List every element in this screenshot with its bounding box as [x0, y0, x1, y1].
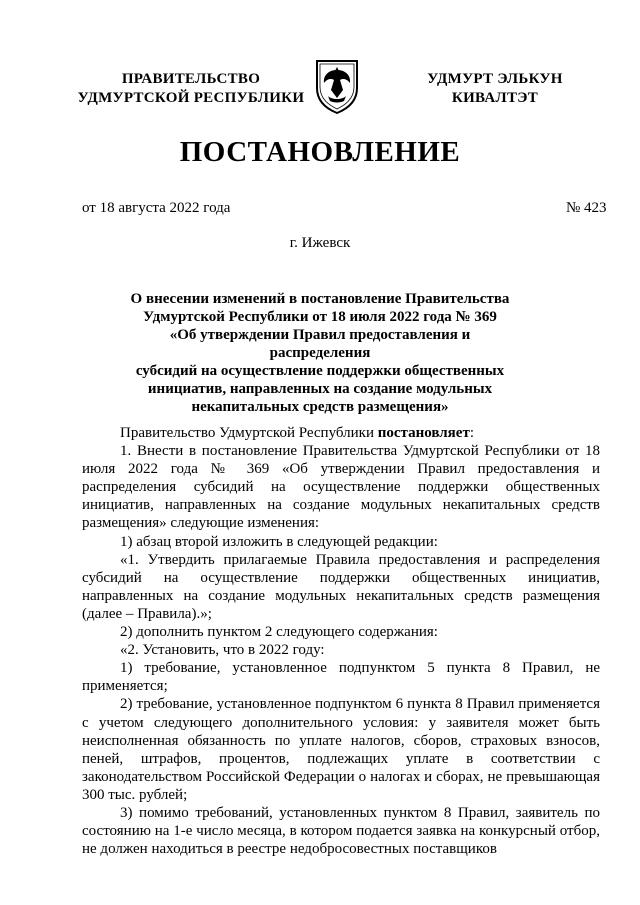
- header-right-line2: КИВАЛТЭТ: [451, 90, 539, 106]
- document-date: от 18 августа 2022 года: [82, 200, 231, 216]
- header-left-line2: УДМУРТСКОЙ РЕСПУБЛИКИ: [77, 90, 305, 106]
- body-paragraph: 2) дополнить пунктом 2 следующего содержания:: [120, 624, 438, 641]
- subject-line: Удмуртской Республики от 18 июля 2022 года № 369: [143, 309, 497, 325]
- body-paragraph: 2) требование, установленное подпунктом 6 пункта 8 Правил применяется с учетом следующего дополнительного условия: у заявителя может быть неисполненная обязанность по уплате налогов, сборов, страховых взносов, пеней, штрафов, процентов, подлежащих уплате в соответствии с законодательством Российской Федерации о налогах и сборах, не превышающая 300 тыс. рублей;: [82, 696, 600, 803]
- body-paragraph: 3) помимо требований, установленных пунктом 8 Правил, заявитель по состоянию на 1-е число месяца, в котором подается заявка на конкурсный отбор, не должен находиться в реестре недобросовестных поставщиков: [82, 804, 600, 858]
- intro-suffix: :: [469, 425, 474, 441]
- document-subject: [120, 290, 520, 416]
- body-paragraph: 1) абзац второй изложить в следующей редакции:: [120, 533, 438, 550]
- subject-line: О внесении изменений в постановление Правительства: [130, 291, 510, 307]
- subject-line: «Об утверждении Правил предоставления и распределения: [169, 327, 471, 361]
- subject-line: инициатив, направленных на создание модульных: [147, 381, 493, 397]
- intro-bold: постановляет: [377, 425, 470, 441]
- body-paragraph: 1) требование, установленное подпунктом 5 пункта 8 Правил, не применяется;: [82, 660, 600, 695]
- intro-prefix: Правительство Удмуртской Республики: [120, 425, 378, 441]
- body-paragraph: «2. Установить, что в 2022 году:: [120, 642, 325, 659]
- body-paragraph: 1. Внести в постановление Правительства Удмуртской Республики от 18 июля 2022 года № 369 «Об утверждении Правил предоставления и распределения субсидий на осуществление поддержки общественных инициатив, направленных на создание модульных некапитальных средств размещения» следующие изменения:: [82, 443, 600, 532]
- coat-of-arms-icon: [314, 58, 360, 114]
- subject-line: некапитальных средств размещения»: [191, 399, 449, 415]
- document-title: ПОСТАНОВЛЕНИЕ: [179, 136, 461, 168]
- header-left-line1: ПРАВИТЕЛЬСТВО: [121, 71, 261, 87]
- header-right: [400, 70, 590, 108]
- header-right-line1: УДМУРТ ЭЛЬКУН: [427, 71, 563, 87]
- document-city: г. Ижевск: [289, 235, 351, 251]
- document-number: № 423: [566, 200, 607, 216]
- subject-line: субсидий на осуществление поддержки общественных: [135, 363, 505, 379]
- body-paragraph: «1. Утвердить прилагаемые Правила предоставления и распределения субсидий на осуществление поддержки общественных инициатив, направленных на создание модульных некапитальных средств размещения (далее – Правила).»;: [82, 551, 600, 622]
- header-left: [72, 70, 310, 108]
- document-body: [82, 424, 600, 858]
- intro-paragraph: [82, 424, 600, 442]
